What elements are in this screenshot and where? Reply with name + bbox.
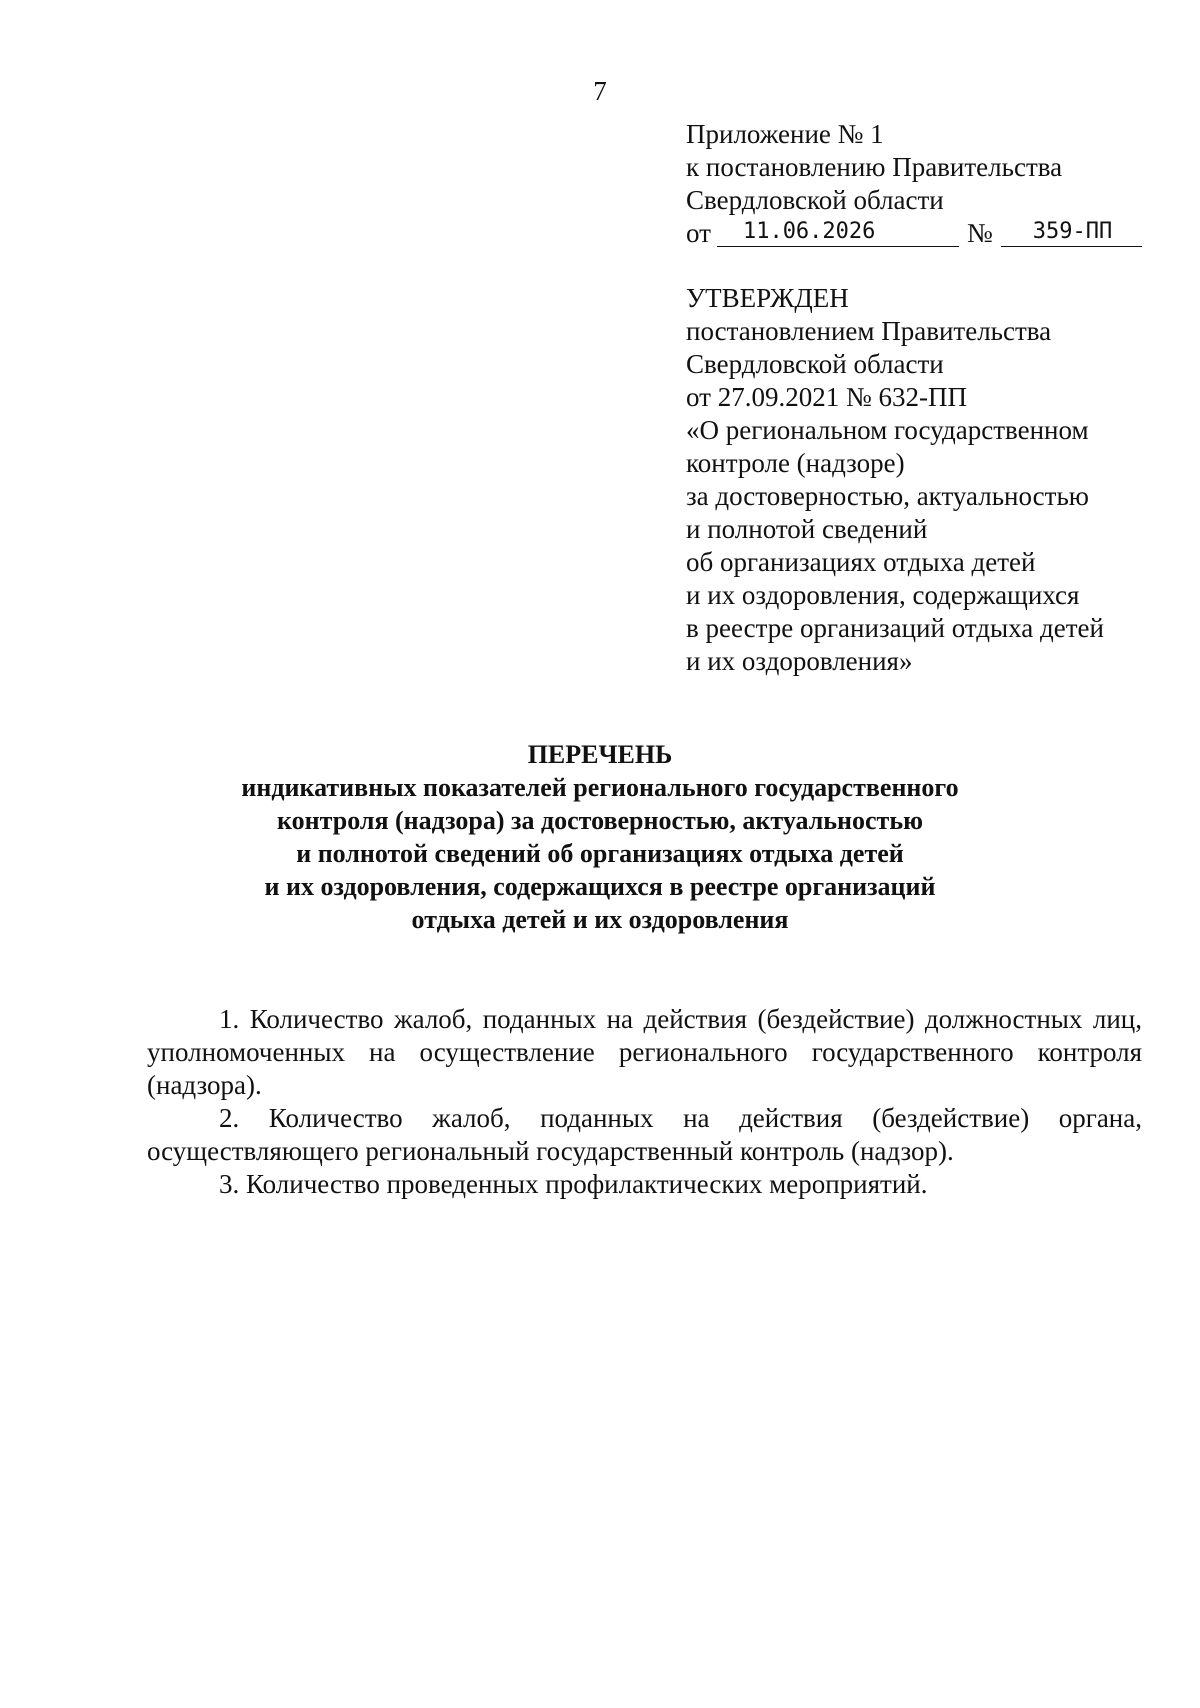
date-field: 11.06.2026 — [717, 219, 959, 247]
approved-line: постановлением Правительства — [686, 316, 1052, 346]
page-number: 7 — [593, 76, 607, 106]
number-sign: № — [966, 218, 993, 248]
list-item — [147, 1102, 1142, 1168]
list-item-line: осуществляющего региональный государственный контроль (надзор). — [147, 1136, 954, 1166]
list-item-line: уполномоченных на осуществление регионального государственного контроля — [147, 1037, 1142, 1067]
title-line: индикативных показателей регионального государственного — [241, 773, 959, 802]
list-item-line: (надзора). — [147, 1070, 262, 1100]
approved-line: и полнотой сведений — [686, 514, 928, 544]
appendix-reference: к постановлению Правительства — [686, 152, 1063, 182]
approved-line: от 27.09.2021 № 632-ПП — [686, 382, 967, 412]
appendix-region: Свердловской области — [686, 185, 944, 215]
list-item — [147, 1003, 1142, 1102]
appendix-header — [686, 118, 1166, 250]
approved-block — [686, 282, 1166, 678]
approved-heading: УТВЕРЖДЕН — [686, 283, 849, 313]
indicator-list — [147, 1003, 1142, 1201]
date-prefix: от — [686, 218, 711, 248]
approved-line: и их оздоровления, содержащихся — [686, 580, 1080, 610]
approved-line: Свердловской области — [686, 349, 944, 379]
document-title — [0, 738, 1200, 936]
approved-line: за достоверностью, актуальностью — [686, 481, 1089, 511]
approved-line: об организациях отдыха детей — [686, 547, 1036, 577]
list-item — [147, 1168, 1142, 1201]
title-line: отдыха детей и их оздоровления — [411, 905, 789, 934]
appendix-title: Приложение № 1 — [686, 119, 884, 149]
number-field: 359-ПП — [1001, 219, 1142, 247]
approved-line: и их оздоровления» — [686, 646, 913, 676]
list-item-line: 3. Количество проведенных профилактических мероприятий. — [219, 1169, 928, 1199]
title-line: контроля (надзора) за достоверностью, актуальностью — [277, 806, 923, 835]
approved-line: «О региональном государственном — [686, 415, 1089, 445]
appendix-date-number-line — [686, 217, 1166, 250]
title-line: и полнотой сведений об организациях отдыха детей — [296, 839, 904, 868]
title-line: и их оздоровления, содержащихся в реестре организаций — [264, 872, 936, 901]
list-item-line: 1. Количество жалоб, поданных на действия (бездействие) должностных лиц, — [219, 1004, 1142, 1034]
list-item-line: 2. Количество жалоб, поданных на действия (бездействие) органа, — [219, 1103, 1142, 1133]
approved-line: в реестре организаций отдыха детей — [686, 613, 1104, 643]
approved-line: контроле (надзоре) — [686, 448, 905, 478]
title-heading: ПЕРЕЧЕНЬ — [527, 740, 673, 769]
